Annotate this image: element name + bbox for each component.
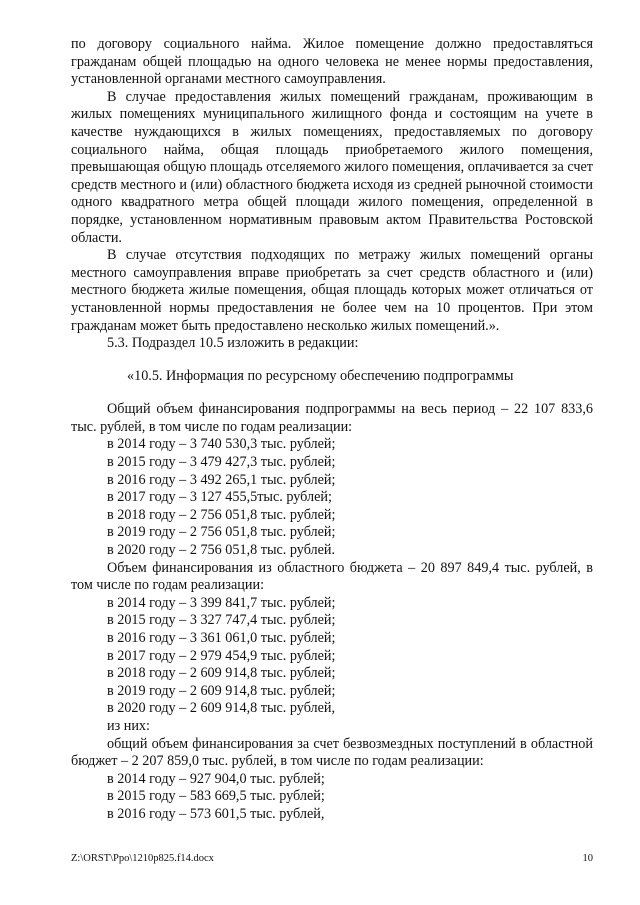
- total-year-item: в 2014 году – 3 740 530,3 тыс. рублей;: [107, 436, 336, 453]
- footer-file-path: Z:\ORST\Ppo\1210p825.f14.docx: [71, 853, 214, 864]
- of-them-label: из них:: [107, 717, 150, 734]
- total-year-item: в 2015 году – 3 479 427,3 тыс. рублей;: [107, 454, 336, 471]
- grants-year-item: в 2014 году – 927 904,0 тыс. рублей;: [107, 770, 325, 787]
- total-year-item: в 2019 году – 2 756 051,8 тыс. рублей;: [107, 524, 336, 541]
- total-financing-intro: Общий объем финансирования подпрограммы на весь период – 22 107 833,6 тыс. рублей, в том числе по годам реализации:: [71, 401, 593, 435]
- document-body: [71, 36, 593, 824]
- total-year-item: в 2017 году – 3 127 455,5тыс. рублей;: [107, 489, 332, 506]
- total-year-item: в 2018 году – 2 756 051,8 тыс. рублей;: [107, 506, 336, 523]
- regional-year-item: в 2018 году – 2 609 914,8 тыс. рублей;: [107, 665, 336, 682]
- paragraph: В случае предоставления жилых помещений гражданам, проживающим в жилых помещениях муниципального жилищного фонда и состоящим на учете в качестве нуждающихся в жилых помещениях, предоставляемых по договору социального найма, общая площадь приобретаемого жилого помещения, превышающая общую площадь отселяемого жилого помещения, оплачивается за счет средств местного и (или) областного бюджета исходя из средней рыночной стоимости одного квадратного метра общей площади жилого помещения, определенной в порядке, установленном нормативным правовым актом Правительства Ростовской области.: [71, 88, 593, 246]
- total-year-item: в 2020 году – 2 756 051,8 тыс. рублей.: [107, 542, 336, 559]
- regional-year-item: в 2017 году – 2 979 454,9 тыс. рублей;: [107, 647, 336, 664]
- grants-year-item: в 2015 году – 583 669,5 тыс. рублей;: [107, 788, 325, 805]
- section-heading: «10.5. Информация по ресурсному обеспечению подпрограммы: [127, 367, 514, 384]
- paragraph: В случае отсутствия подходящих по метражу жилых помещений органы местного самоуправления вправе приобретать за счет средств областного и (или) местного бюджета жилые помещения, общая площадь которых может отличаться от установленной нормы предоставления не более чем на 10 процентов. При этом гражданам может быть предоставлено несколько жилых помещений.».: [71, 247, 593, 334]
- regional-year-item: в 2015 году – 3 327 747,4 тыс. рублей;: [107, 612, 336, 629]
- regional-financing-intro: Объем финансирования из областного бюджета – 20 897 849,4 тыс. рублей, в том числе по годам реализации:: [71, 559, 593, 594]
- regional-year-item: в 2014 году – 3 399 841,7 тыс. рублей;: [107, 594, 336, 611]
- total-year-item: в 2016 году – 3 492 265,1 тыс. рублей;: [107, 471, 336, 488]
- regional-year-item: в 2019 году – 2 609 914,8 тыс. рублей;: [107, 682, 336, 699]
- grants-financing-intro: общий объем финансирования за счет безвозмездных поступлений в областной бюджет – 2 207 859,0 тыс. рублей, в том числе по годам реализации:: [71, 735, 593, 770]
- paragraph: по договору социального найма. Жилое помещение должно предоставляться гражданам общей площадью на одного человека не менее нормы предоставления, установленной органами местного самоуправления.: [71, 36, 593, 88]
- regional-year-item: в 2016 году – 3 361 061,0 тыс. рублей;: [107, 630, 336, 646]
- page-number: 10: [582, 853, 593, 864]
- grants-year-item: в 2016 году – 573 601,5 тыс. рублей,: [107, 805, 325, 822]
- regional-year-item: в 2020 году – 2 609 914,8 тыс. рублей,: [107, 700, 336, 717]
- paragraph: 5.3. Подраздел 10.5 изложить в редакции:: [107, 335, 359, 352]
- page-footer: [71, 853, 593, 864]
